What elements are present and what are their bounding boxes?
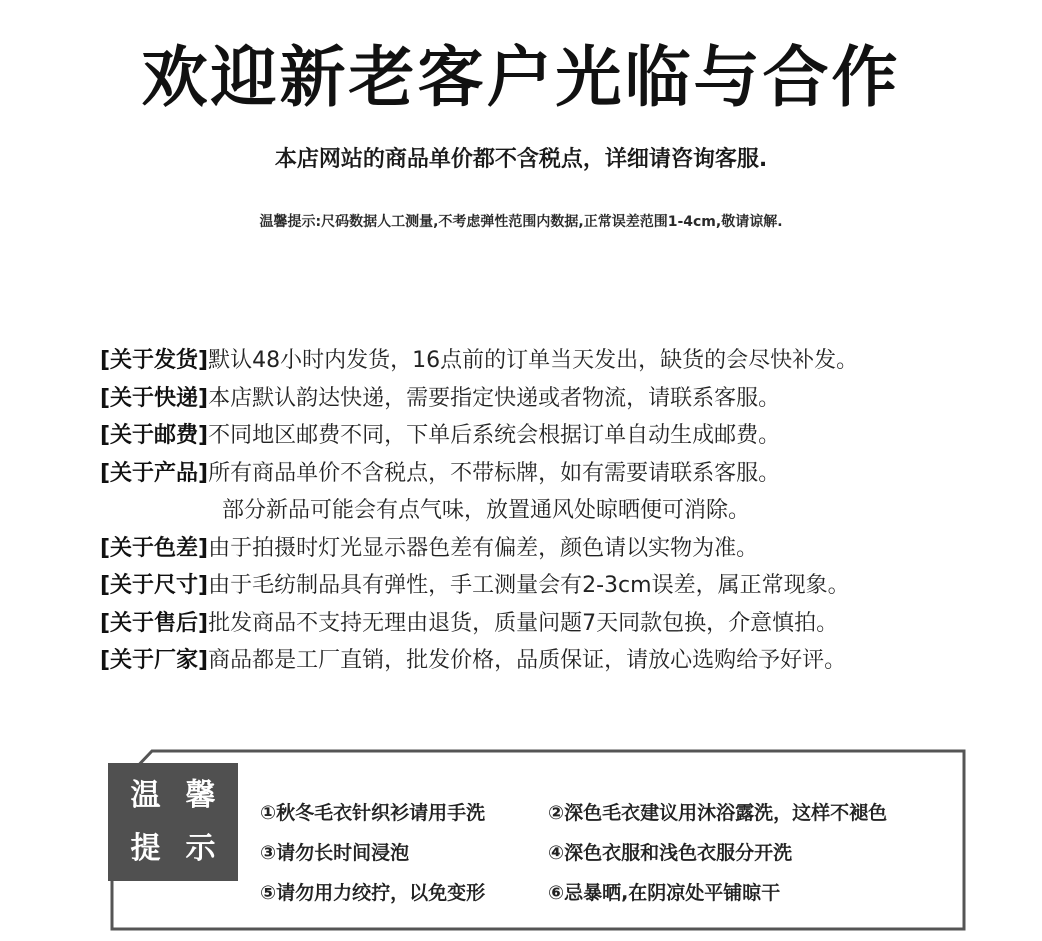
page-subtitle: 本店网站的商品单价都不含税点，详细请咨询客服.	[274, 147, 768, 172]
policy-tag: [关于发货]	[100, 348, 209, 373]
policy-text: 由于毛纺制品具有弹性，手工测量会有2-3cm误差，属正常现象。	[208, 573, 850, 598]
policy-text: 商品都是工厂直销，批发价格，品质保证，请放心选购给予好评。	[208, 648, 847, 673]
policy-text: 默认48小时内发货，16点前的订单当天发出，缺货的会尽快补发。	[208, 348, 859, 373]
care-item: ①秋冬毛衣针织衫请用手洗	[260, 802, 486, 824]
policy-color-difference	[100, 530, 1000, 568]
policy-size	[100, 567, 1000, 605]
policy-tag: [关于快递]	[100, 385, 209, 411]
policy-list	[100, 342, 1000, 680]
policy-text: 本店默认韵达快递，需要指定快递或者物流，请联系客服。	[208, 385, 781, 411]
policy-text: 部分新品可能会有点气味，放置通风处晾晒便可消除。	[222, 498, 751, 523]
care-item: ⑥忌暴晒,在阴凉处平铺晾干	[548, 882, 781, 904]
policy-after-sales	[100, 605, 1000, 643]
policy-product-continued	[100, 492, 1000, 530]
policy-tag: [关于邮费]	[100, 423, 209, 448]
policy-courier	[100, 380, 1000, 418]
policy-factory	[100, 642, 1000, 680]
policy-tag: [关于厂家]	[100, 648, 209, 673]
policy-tag: [关于色差]	[100, 535, 209, 561]
badge-char: 馨	[185, 777, 216, 813]
care-tips-list	[260, 793, 960, 913]
policy-tag: [关于产品]	[100, 460, 209, 486]
policy-tag: [关于尺寸]	[100, 573, 209, 598]
policy-text: 不同地区邮费不同，下单后系统会根据订单自动生成邮费。	[208, 423, 781, 448]
page-title: 欢迎新老客户光临与合作	[141, 39, 901, 116]
policy-postage	[100, 417, 1000, 455]
policy-shipping	[100, 342, 1000, 380]
policy-text: 批发商品不支持无理由退货，质量问题7天同款包换，介意慎拍。	[208, 610, 839, 636]
care-tips-badge	[108, 763, 238, 881]
policy-tag: [关于售后]	[100, 610, 209, 636]
care-item: ④深色衣服和浅色衣服分开洗	[548, 842, 793, 864]
care-item: ③请勿长时间浸泡	[260, 842, 410, 864]
care-item: ②深色毛衣建议用沐浴露洗，这样不褪色	[548, 802, 888, 824]
size-tip: 温馨提示:尺码数据人工测量,不考虑弹性范围内数据,正常误差范围1-4cm,敬请谅解.	[259, 214, 783, 230]
policy-text: 由于拍摄时灯光显示器色差有偏差，颜色请以实物为准。	[208, 535, 759, 561]
badge-char: 温	[130, 777, 161, 813]
policy-text: 所有商品单价不含税点，不带标牌，如有需要请联系客服。	[208, 460, 781, 486]
care-item: ⑤请勿用力绞拧，以免变形	[260, 882, 486, 904]
badge-char: 提	[130, 830, 161, 866]
badge-char: 示	[185, 830, 216, 866]
policy-product	[100, 455, 1000, 493]
